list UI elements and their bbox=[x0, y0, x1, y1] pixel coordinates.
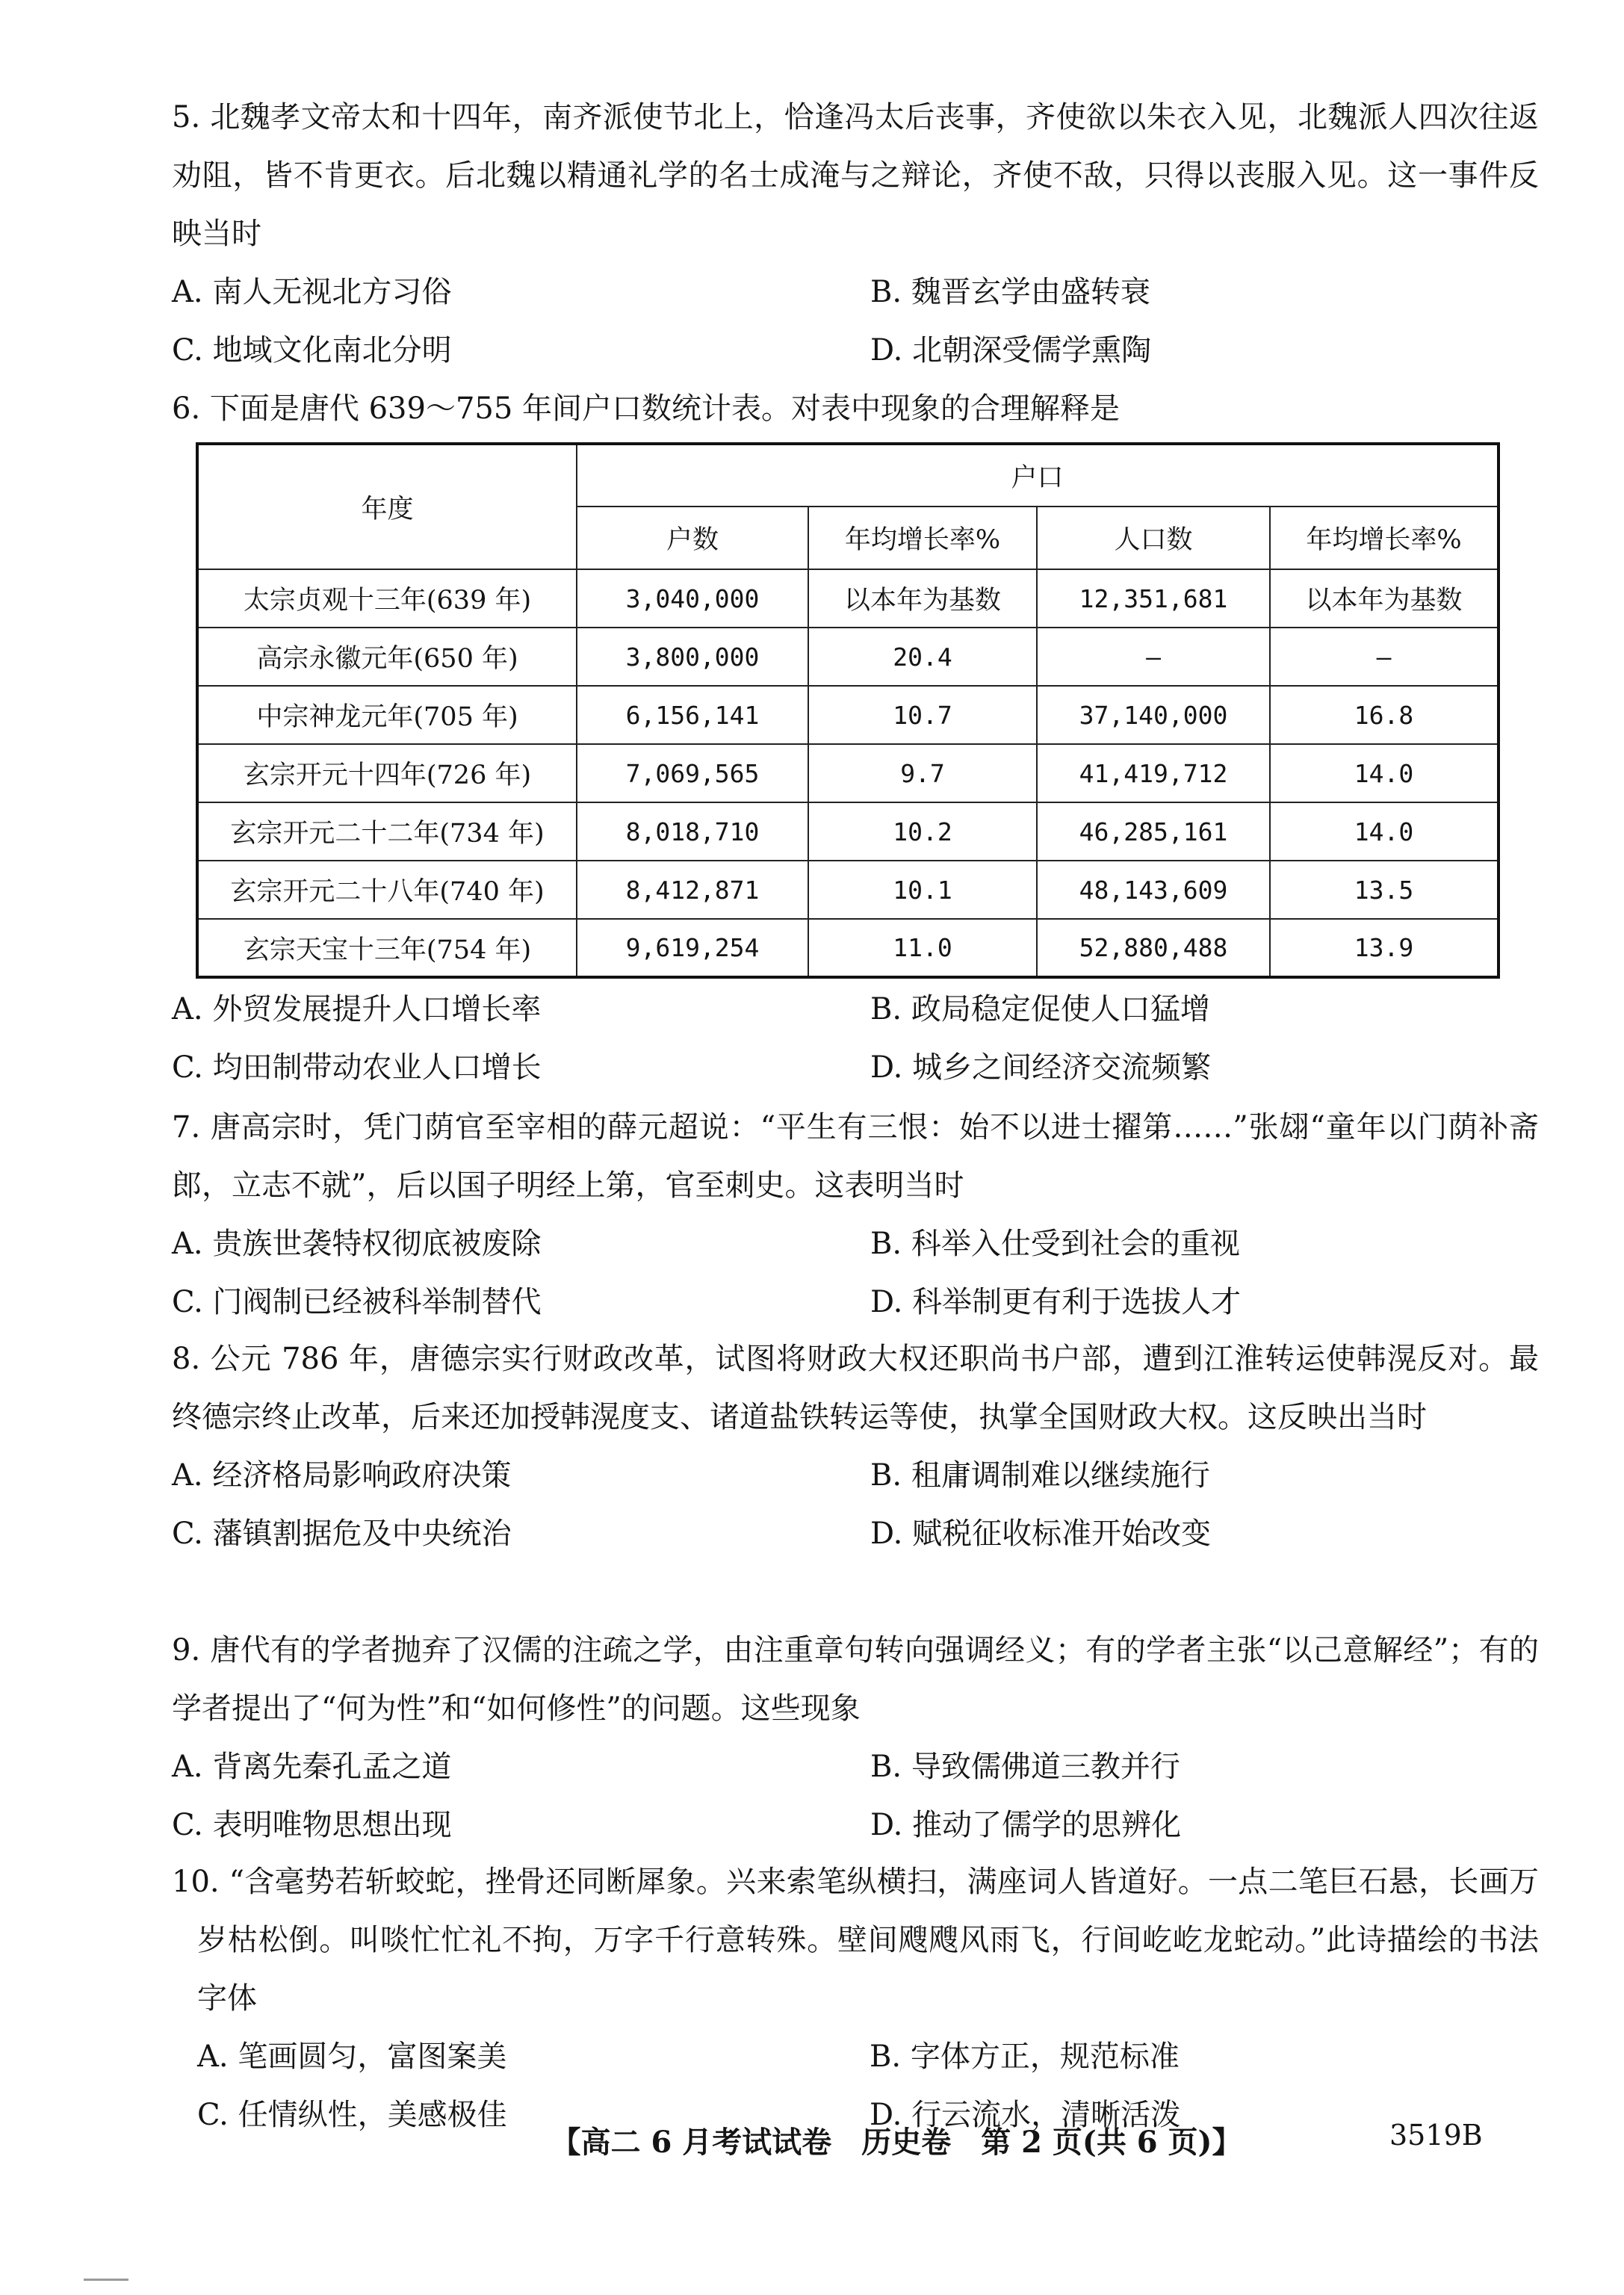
table-cell: — bbox=[1037, 628, 1270, 686]
table-cell: 37,140,000 bbox=[1037, 686, 1270, 744]
table-cell: 9,619,254 bbox=[577, 919, 808, 977]
question-7-options bbox=[172, 1215, 1539, 1331]
table-cell: 8,412,871 bbox=[577, 861, 808, 919]
table-cell: 13.5 bbox=[1270, 861, 1499, 919]
table-cell: 以本年为基数 bbox=[1270, 569, 1499, 628]
option-b[interactable]: B. 导致儒佛道三教并行 bbox=[870, 1750, 1180, 1784]
column-header: 户数 bbox=[577, 507, 808, 569]
question-8-stem: 8. 公元 786 年，唐德宗实行财政改革，试图将财政大权还职尚书户部，遭到江淮转运使韩滉反对。最终德宗终止改革，后来还加授韩滉度支、诸道盐铁转运等使，执掌全国财政大权。这反映出当时 bbox=[172, 1342, 1539, 1434]
table-cell: 玄宗开元二十二年(734 年) bbox=[197, 802, 577, 861]
option-a[interactable]: A. 笔画圆匀，富图案美 bbox=[197, 2040, 507, 2074]
table-cell: 14.0 bbox=[1270, 802, 1499, 861]
table-row bbox=[197, 802, 1499, 861]
question-5 bbox=[172, 88, 1539, 380]
question-7-stem: 7. 唐高宗时，凭门荫官至宰相的薛元超说：“平生有三恨：始不以进士擢第……”张翃“童年以门荫补斋郎，立志不就”，后以国子明经上第，官至刺史。这表明当时 bbox=[172, 1110, 1539, 1203]
option-c[interactable]: C. 表明唯物思想出现 bbox=[172, 1808, 452, 1842]
option-c[interactable]: C. 任情纵性，美感极佳 bbox=[197, 2098, 507, 2132]
option-d[interactable]: D. 城乡之间经济交流频繁 bbox=[870, 1050, 1212, 1085]
column-header: 人口数 bbox=[1037, 507, 1270, 569]
table-cell: 玄宗开元十四年(726 年) bbox=[197, 744, 577, 802]
option-a[interactable]: A. 背离先秦孔孟之道 bbox=[172, 1750, 452, 1784]
option-d[interactable]: D. 推动了儒学的思辨化 bbox=[870, 1808, 1182, 1842]
page-footer: 【高二 6 月考试试卷 历史卷 第 2 页(共 6 页)】 bbox=[551, 2125, 1242, 2160]
table-cell: 3,800,000 bbox=[577, 628, 808, 686]
table-cell: 10.1 bbox=[808, 861, 1037, 919]
question-9-options bbox=[172, 1738, 1539, 1854]
table-row bbox=[197, 569, 1499, 628]
table-cell: 玄宗开元二十八年(740 年) bbox=[197, 861, 577, 919]
table-cell: 9.7 bbox=[808, 744, 1037, 802]
table-cell: 以本年为基数 bbox=[808, 569, 1037, 628]
table-cell: 52,880,488 bbox=[1037, 919, 1270, 977]
question-8-options bbox=[172, 1446, 1539, 1563]
header-group: 户口 bbox=[577, 444, 1499, 507]
table-cell: 中宗神龙元年(705 年) bbox=[197, 686, 577, 744]
table-cell: 7,069,565 bbox=[577, 744, 808, 802]
question-10-stem: 10. “含毫势若斩蛟蛇，挫骨还同断犀象。兴来索笔纵横扫，满座词人皆道好。一点二笔巨石悬，长画万岁枯松倒。叫啖忙忙礼不拘，万字千行意转殊。壁间飕飕风雨飞，行间屹屹龙蛇动。”此诗描绘的书法字体 bbox=[172, 1865, 1539, 2016]
option-d[interactable]: D. 北朝深受儒学熏陶 bbox=[870, 333, 1152, 368]
table-cell: 46,285,161 bbox=[1037, 802, 1270, 861]
table-cell: 6,156,141 bbox=[577, 686, 808, 744]
question-6-options-block bbox=[172, 980, 1539, 1097]
option-d[interactable]: D. 赋税征收标准开始改变 bbox=[870, 1517, 1212, 1551]
option-a[interactable]: A. 南人无视北方习俗 bbox=[172, 275, 452, 309]
question-6-stem: 6. 下面是唐代 639～755 年间户口数统计表。对表中现象的合理解释是 bbox=[172, 391, 1121, 426]
table-cell: 16.8 bbox=[1270, 686, 1499, 744]
option-c[interactable]: C. 藩镇割据危及中央统治 bbox=[172, 1517, 512, 1551]
option-c[interactable]: C. 均田制带动农业人口增长 bbox=[172, 1050, 542, 1085]
column-header: 年均增长率% bbox=[808, 507, 1037, 569]
question-7 bbox=[172, 1098, 1539, 1331]
table-row bbox=[197, 686, 1499, 744]
table-row bbox=[197, 861, 1499, 919]
option-c[interactable]: C. 地域文化南北分明 bbox=[172, 333, 452, 368]
option-d[interactable]: D. 行云流水，清晰活泼 bbox=[870, 2098, 1181, 2132]
header-year: 年度 bbox=[197, 444, 577, 569]
table-cell: 3,040,000 bbox=[577, 569, 808, 628]
column-header: 年均增长率% bbox=[1270, 507, 1499, 569]
table-cell: 48,143,609 bbox=[1037, 861, 1270, 919]
table-cell: 太宗贞观十三年(639 年) bbox=[197, 569, 577, 628]
population-table bbox=[196, 442, 1500, 979]
table-cell: 13.9 bbox=[1270, 919, 1499, 977]
option-b[interactable]: B. 字体方正，规范标准 bbox=[870, 2040, 1180, 2074]
table-cell: 14.0 bbox=[1270, 744, 1499, 802]
table-cell: 8,018,710 bbox=[577, 802, 808, 861]
table-cell: 玄宗天宝十三年(754 年) bbox=[197, 919, 577, 977]
question-6 bbox=[172, 380, 1539, 438]
table-row bbox=[197, 628, 1499, 686]
table-row bbox=[197, 744, 1499, 802]
paper-code: 3519B bbox=[1389, 2119, 1483, 2152]
question-6-options bbox=[172, 980, 1539, 1097]
question-10 bbox=[172, 1853, 1539, 2144]
table-row bbox=[197, 919, 1499, 977]
question-5-options bbox=[172, 263, 1539, 380]
table-cell: 20.4 bbox=[808, 628, 1037, 686]
question-9 bbox=[172, 1621, 1539, 1854]
option-b[interactable]: B. 科举入仕受到社会的重视 bbox=[870, 1227, 1240, 1261]
table-cell: 10.7 bbox=[808, 686, 1037, 744]
option-b[interactable]: B. 租庸调制难以继续施行 bbox=[870, 1458, 1210, 1493]
scan-mark bbox=[84, 2279, 128, 2281]
table-cell: 10.2 bbox=[808, 802, 1037, 861]
option-a[interactable]: A. 贵族世袭特权彻底被废除 bbox=[172, 1227, 542, 1261]
option-a[interactable]: A. 经济格局影响政府决策 bbox=[172, 1458, 512, 1493]
question-9-stem: 9. 唐代有的学者抛弃了汉儒的注疏之学，由注重章句转向强调经义；有的学者主张“以己意解经”；有的学者提出了“何为性”和“如何修性”的问题。这些现象 bbox=[172, 1633, 1539, 1726]
table-cell: 12,351,681 bbox=[1037, 569, 1270, 628]
question-5-stem: 5. 北魏孝文帝太和十四年，南齐派使节北上，恰逢冯太后丧事，齐使欲以朱衣入见，北魏派人四次往返劝阻，皆不肯更衣。后北魏以精通礼学的名士成淹与之辩论，齐使不敌，只得以丧服入见。这一事件反映当时 bbox=[172, 100, 1539, 251]
table-cell: 高宗永徽元年(650 年) bbox=[197, 628, 577, 686]
option-a[interactable]: A. 外贸发展提升人口增长率 bbox=[172, 992, 542, 1026]
option-c[interactable]: C. 门阀制已经被科举制替代 bbox=[172, 1285, 542, 1319]
option-b[interactable]: B. 政局稳定促使人口猛增 bbox=[870, 992, 1210, 1026]
table-cell: 11.0 bbox=[808, 919, 1037, 977]
option-b[interactable]: B. 魏晋玄学由盛转衰 bbox=[870, 275, 1150, 309]
option-d[interactable]: D. 科举制更有利于选拔人才 bbox=[870, 1285, 1242, 1319]
question-8 bbox=[172, 1330, 1539, 1563]
table-cell: — bbox=[1270, 628, 1499, 686]
table-cell: 41,419,712 bbox=[1037, 744, 1270, 802]
